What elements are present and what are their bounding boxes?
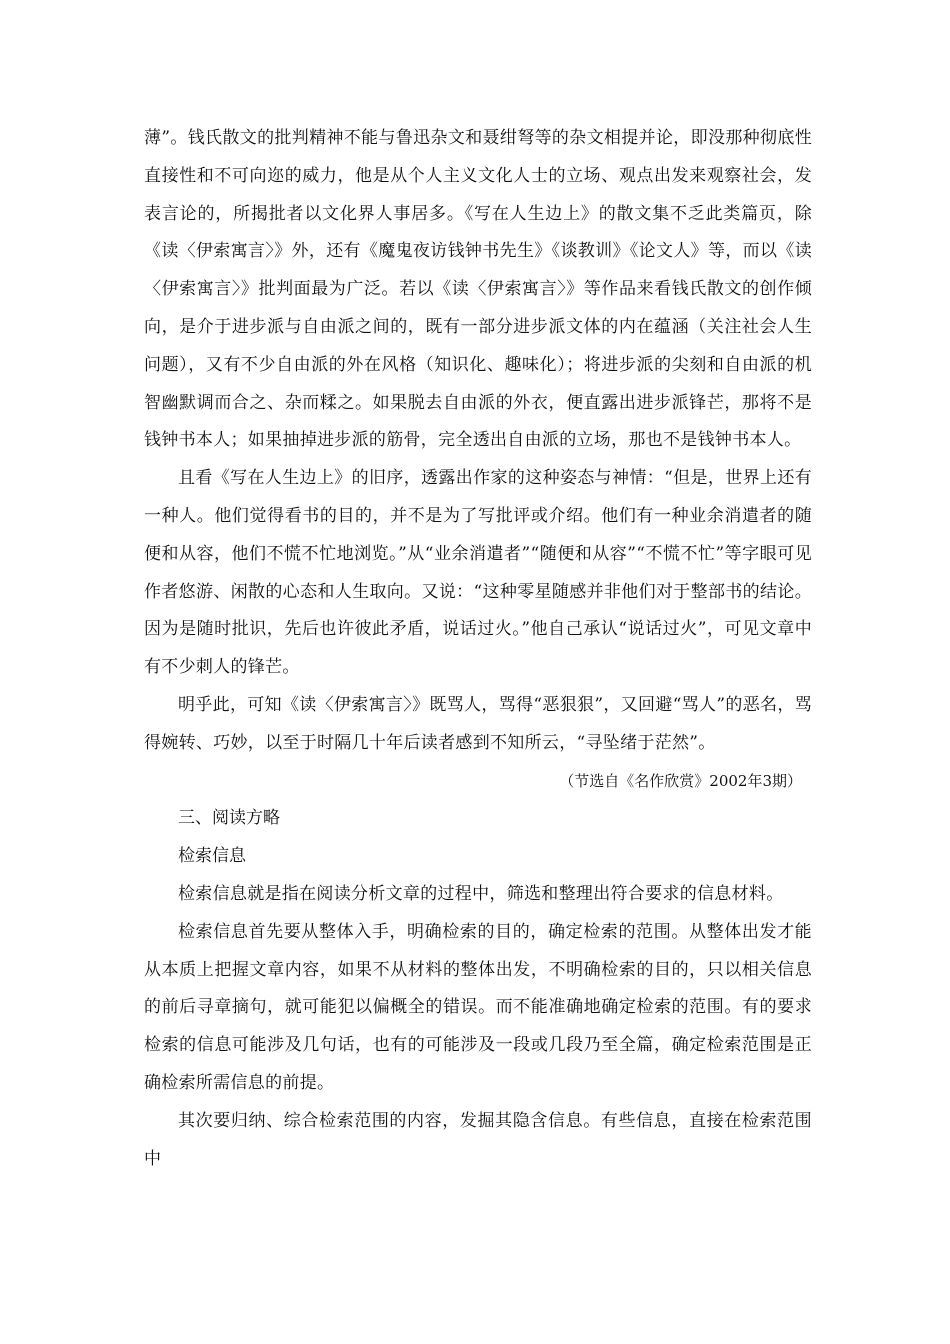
section-paragraph-2: 检索信息首先要从整体入手，明确检索的目的，确定检索的范围。从整体出发才能从本质上把握文章内容，如果不从材料的整体出发，不明确检索的目的，只以相关信息的前后寻章摘句，就可能犯以偏概全的错误。而不能准确地确定检索的范围。有的要求检索的信息可能涉及几句话，也有的可能涉及一段或几段乃至全篇，确定检索范围是正确检索所需信息的前提。 — [144, 921, 812, 1093]
section-heading: 三、阅读方略 — [178, 808, 280, 829]
source-note: （节选自《名作欣赏》2002年3期） — [559, 771, 802, 790]
body-paragraph-3: 明乎此，可知《读〈伊索寓言〉》既骂人，骂得“恶狠狠”，又回避“骂人”的恶名，骂得婉转、巧妙，以至于时隔几十年后读者感到不知所云，“寻坠绪于茫然”。 — [144, 694, 812, 753]
body-paragraph-1: 薄”。钱氏散文的批判精神不能与鲁迅杂文和聂绀弩等的杂文相提并论，即没那种彻底性直接性和不可向迩的威力，他是从个人主义文化人士的立场、观点出发来观察社会，发表言论的，所揭批者以文化界人事居多。《写在人生边上》的散文集不乏此类篇页，除《读〈伊索寓言〉》外，还有《魔鬼夜访钱钟书先生》《谈教训》《论文人》等，而以《读〈伊索寓言〉》批判面最为广泛。若以《读〈伊索寓言〉》等作品来看钱氏散文的创作倾向，是介于进步派与自由派之间的，既有一部分进步派文体的内在蕴涵（关注社会人生问题），又有不少自由派的外在风格（知识化、趣味化）；将进步派的尖刻和自由派的机智幽默调而合之、杂而糅之。如果脱去自由派的外衣，便直露出进步派锋芒，那将不是钱钟书本人；如果抽掉进步派的筋骨，完全透出自由派的立场，那也不是钱钟书本人。 — [144, 128, 812, 451]
subsection-heading: 检索信息 — [178, 846, 246, 867]
body-paragraph-2: 且看《写在人生边上》的旧序，透露出作家的这种姿态与神情：“但是，世界上还有一种人。他们觉得看书的目的，并不是为了写批评或介绍。他们有一种业余消遣者的随便和从容，他们不慌不忙地浏览。”从“业余消遣者”“随便和从容”“不慌不忙”等字眼可见作者悠游、闲散的心态和人生取向。又说：“这种零星随感并非他们对于整部书的结论。因为是随时批识，先后也许彼此矛盾，说话过火。”他自己承认“说话过火”，可见文章中有不少刺人的锋芒。 — [144, 468, 812, 678]
document-page — [144, 120, 812, 1178]
section-paragraph-3: 其次要归纳、综合检索范围的内容，发掘其隐含信息。有些信息，直接在检索范围中 — [144, 1110, 812, 1169]
section-paragraph-1: 检索信息就是指在阅读分析文章的过程中，筛选和整理出符合要求的信息材料。 — [178, 883, 784, 904]
